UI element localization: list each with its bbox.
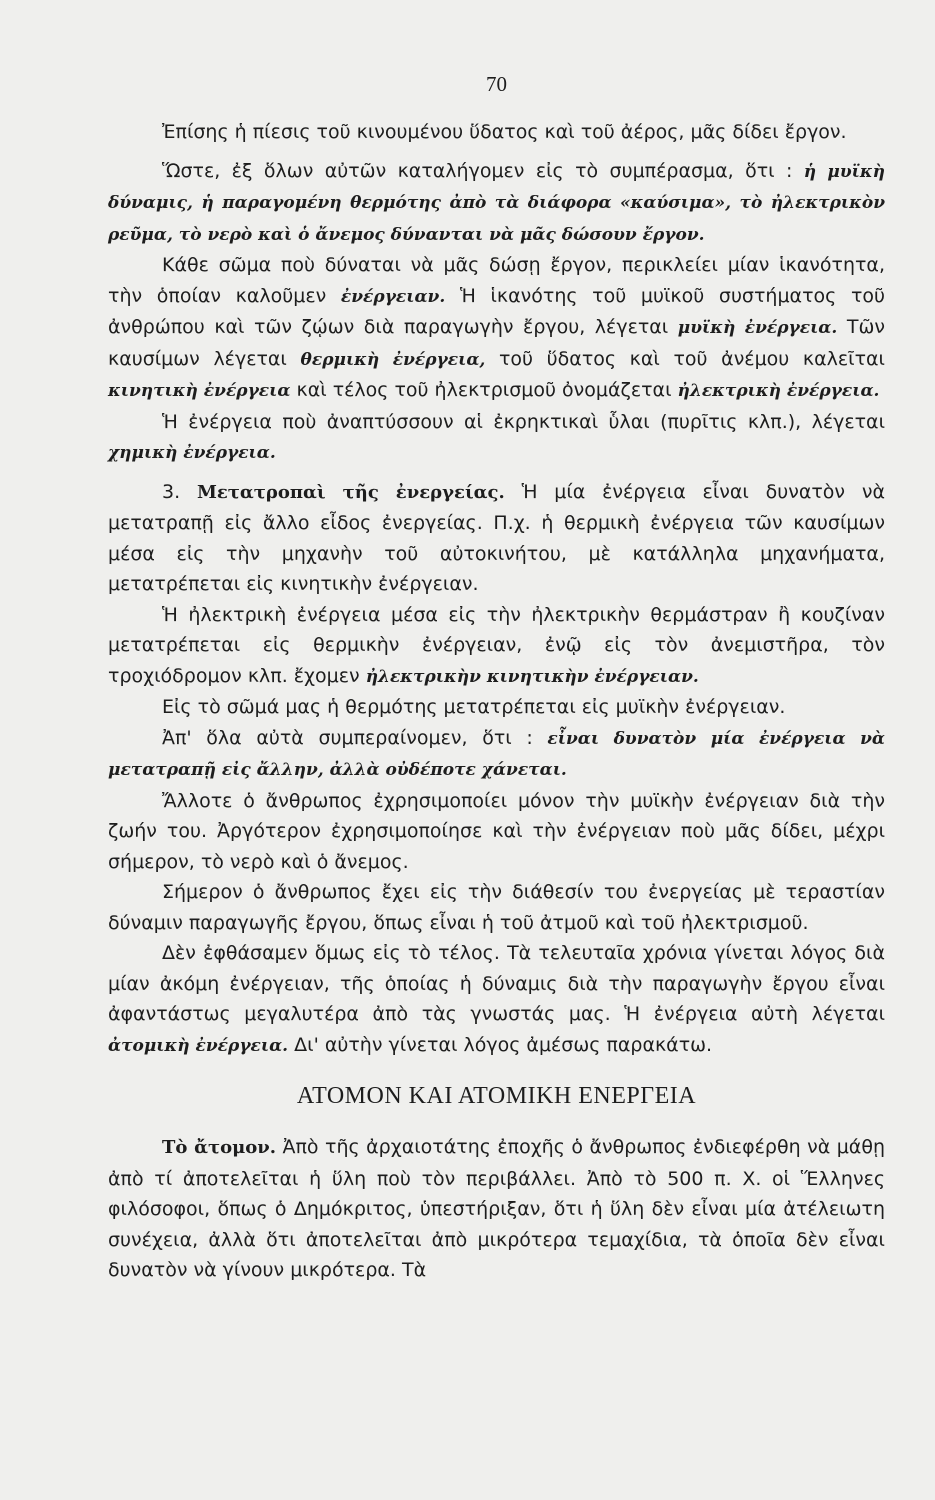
paragraph-atom [108,1132,885,1286]
atomic-intro-text-2: Δι' αὐτὴν γίνεται λόγος ἀμέσως παρακάτω. [294,1033,713,1056]
term-thermal-energy: θερμικὴ ἐνέργεια, [300,349,486,370]
energy-def-text-5: καὶ τέλος τοῦ ἠλεκτρισμοῦ ὀνομάζεται [296,379,672,401]
energy-def-text-1: Κάθε σῶμα ποὺ δύναται νὰ μᾶς δώσῃ ἔργον, περικλείει μίαν ἱκανότητα, τὴν ὁποίαν καλοῦμεν [108,254,885,307]
conservation-intro: Ἀπ' ὅλα αὐτὰ συμπεραίνομεν, ὅτι : [162,726,533,749]
page-number: 70 [486,72,507,96]
body-heat-text: Εἰς τὸ σῶμά μας ἡ θερμότης μετατρέπεται εἰς μυϊκὴν ἐνέργειαν. [162,696,786,718]
paragraph-atomic-intro [108,938,885,1061]
transformations-text: Ἡ μία ἐνέργεια εἶναι δυνατὸν νὰ μετατραπῇ εἰς ἄλλο εἶδος ἐνεργείας. Π.χ. ἡ θερμικὴ ἐνέργεια τῶν καυσίμων μέσα εἰς τὴν μηχανὴν τοῦ αὐτοκινήτου, μὲ κατάλληλα μηχανήματα, μετατρέπεται εἰς κινητικὴν ἐνέργειαν. [108,480,885,595]
section-title-transformations: Μετατροπαὶ τῆς ἐνεργείας. [196,481,505,503]
today-text: Σήμερον ὁ ἄνθρωπος ἔχει εἰς τὴν διάθεσίν του ἐνεργείας μὲ τεραστίαν δύναμιν παραγωγῆς ἔργου, ὅπως εἶναι ἡ τοῦ ἀτμοῦ καὶ τοῦ ἠλεκτρισμοῦ. [108,881,885,934]
paragraph-conservation [108,723,885,786]
history-text: Ἄλλοτε ὁ ἄνθρωπος ἐχρησιμοποίει μόνον τὴν μυϊκὴν ἐνέργειαν διὰ τὴν ζωήν του. Ἀργότερον ἐχρησιμοποίησε καὶ τὴν ἐνέργειαν ποὺ μᾶς δίδει, μέχρι σήμερον, τὸ νερὸ καὶ ὁ ἄνεμος. [108,789,885,873]
term-energy: ἐνέργειαν. [340,286,446,307]
term-electric-kinetic-energy: ἠλεκτρικὴν κινητικὴν ἐνέργειαν. [365,666,699,687]
section-heading: ΑΤΟΜΟΝ ΚΑΙ ΑΤΟΜΙΚΗ ΕΝΕΡΓΕΙΑ [296,1083,697,1109]
paragraph-energy-definition [108,250,885,407]
conclusion-intro: Ὥστε, ἐξ ὅλων αὐτῶν καταλήγομεν εἰς τὸ συμπέρασμα, ὅτι : [162,159,793,182]
energy-def-text-2: Ἡ ἱκανότης τοῦ μυϊκοῦ συστήματος τοῦ ἀνθρώπου καὶ τῶν ζῴων διὰ παραγωγὴν ἔργου, λέγεται [108,284,886,338]
conclusion-emphasis: ἡ μυϊκὴ δύναμις, ἡ παραγομένη θερμότης ἀπὸ τὰ διάφορα «καύσιμα», τὸ ἠλεκτρικὸν ρεῦμα, τὸ νερὸ καὶ ὁ ἄνεμος δύνανται νὰ μᾶς δώσουν ἔργον. [108,161,885,245]
term-atomic-energy: ἀτομικὴ ἐνέργεια. [108,1035,289,1056]
paragraph-conclusion [108,156,885,251]
paragraph-pressure-text: Ἐπίσης ἡ πίεσις τοῦ κινουμένου ὕδατος καὶ τοῦ ἀέρος, μᾶς δίδει ἔργον. [162,121,847,143]
energy-def-text-3: Τῶν καυσίμων λέγεται [108,316,885,370]
paragraph-electric-transform [108,600,885,693]
conservation-emphasis: εἶναι δυνατὸν μία ἐνέργεια νὰ μετατραπῇ εἰς ἄλλην, ἀλλὰ οὐδέποτε χάνεται. [108,728,886,780]
atomic-intro-text: Δὲν ἐφθάσαμεν ὅμως εἰς τὸ τέλος. Τὰ τελευταῖα χρόνια γίνεται λόγος διὰ μίαν ἀκόμη ἐνέργειαν, τῆς ὁποίας ἡ δύναμις διὰ τὴν παραγωγὴν ἔργου εἶναι ἀφαντάστως μεγαλυτέρα ἀπὸ τὰς γνωστάς μας. Ἡ ἐνέργεια αὐτὴ λέγεται [108,942,885,1025]
paragraph-history [108,786,885,878]
paragraph-pressure [108,117,885,148]
term-chemical-energy: χημικὴ ἐνέργεια. [108,443,276,463]
section-number: 3. [162,480,181,503]
term-electric-energy: ἠλεκτρικὴ ἐνέργεια. [677,381,880,401]
term-muscular-energy: μυϊκὴ ἐνέργεια. [677,318,838,338]
chemical-text: Ἡ ἐνέργεια ποὺ ἀναπτύσσουν αἱ ἐκρηκτικαὶ ὗλαι (πυρῖτις κλπ.), λέγεται [162,410,885,433]
energy-def-text-4: τοῦ ὕδατος καὶ τοῦ ἀνέμου καλεῖται [498,347,885,370]
atom-text: Ἀπὸ τῆς ἀρχαιοτάτης ἐποχῆς ὁ ἄνθρωπος ἐνδιεφέρθη νὰ μάθῃ ἀπὸ τί ἀποτελεῖται ἡ ὕλη ποὺ τὸν περιβάλλει. Ἀπὸ τὸ 500 π. Χ. οἱ Ἕλληνες φιλόσοφοι, ὅπως ὁ Δημόκριτος, ὑπεστήριξαν, ὅτι ἡ ὕλη δὲν εἶναι μία ἀτέλειωτη συνέχεια, ἀλλὰ ὅτι ἀποτελεῖται ἀπὸ μικρότερα τεμαχίδια, τὰ ὁποῖα δὲν εἶναι δυνατὸν νὰ γίνουν μικρότερα. Τὰ [108,1136,885,1281]
subsection-title-atom: Τὸ ἄτομον. [162,1137,277,1158]
paragraph-today [108,877,885,938]
term-kinetic-energy: κινητικὴ ἐνέργεια [108,381,291,401]
paragraph-chemical-energy [108,407,885,469]
paragraph-transformations [108,477,885,600]
paragraph-body-heat [108,692,885,723]
electric-transform-text: Ἡ ἠλεκτρικὴ ἐνέργεια μέσα εἰς τὴν ἠλεκτρικὴν θερμάστραν ἢ κουζίναν μετατρέπεται εἰς θερμικὴν ἐνέργειαν, ἐνῷ εἰς τὸν ἀνεμιστῆρα, τὸν τροχιόδρομον κλπ. ἔχομεν [108,603,885,687]
